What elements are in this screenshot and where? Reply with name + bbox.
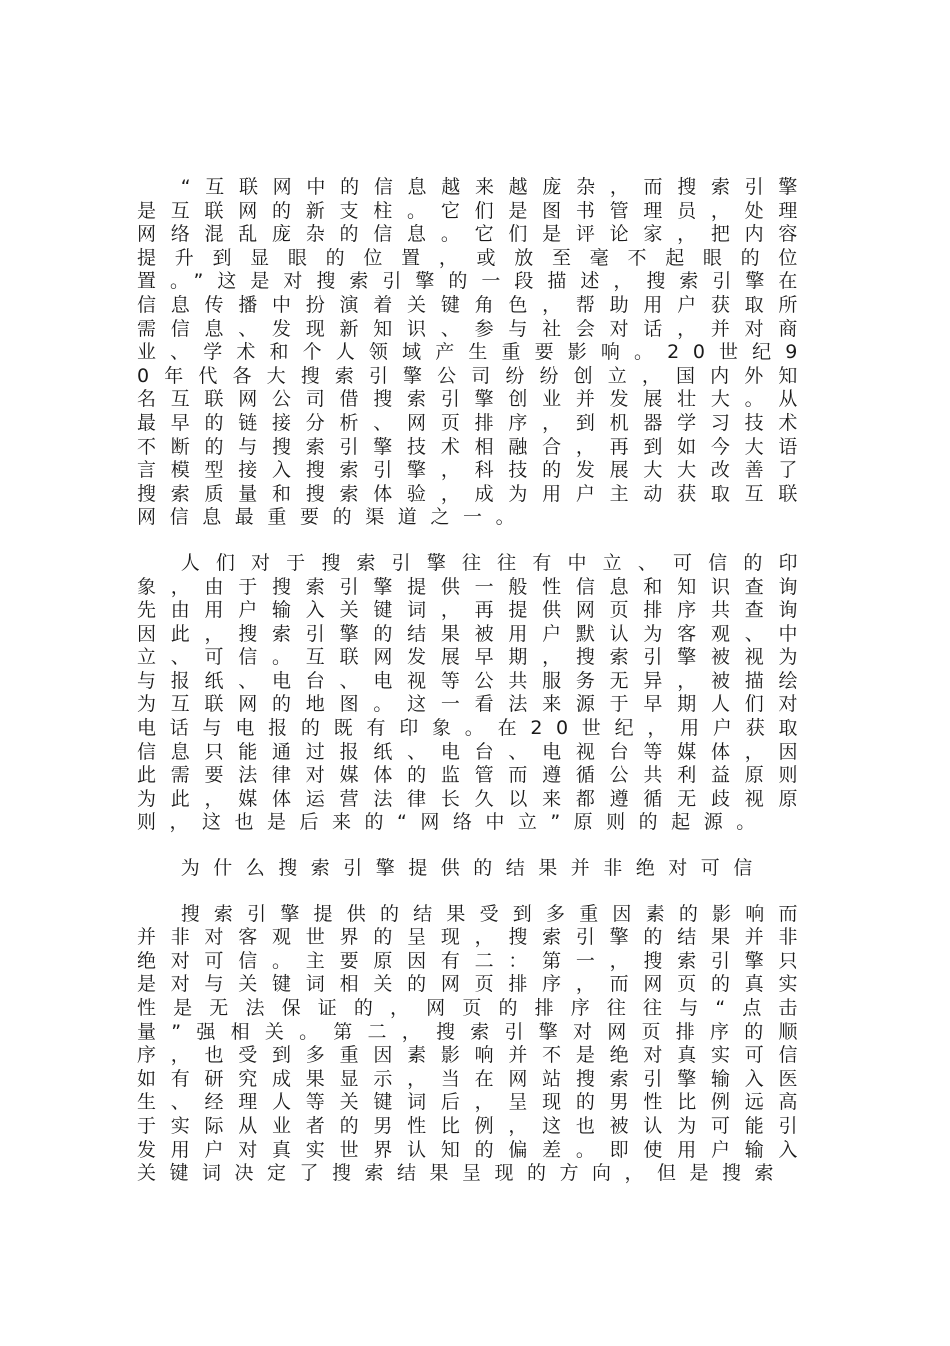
paragraph-neutrality: 人们对于搜索引擎往往有中立、可信的印象，由于搜索引擎提供一般性信息和知识查询先由用户输入关键词，再提供网页排序共查询因此，搜索引擎的结果被用户默认为客观、中立、可信。互联网发展早期，搜索引擎被视为与报纸、电台、电视等公共服务无异，被描绘为互联网的地图。这一看法来源于早期人们对电话与电报的既有印象。在20世纪，用户获取信息只能通过报纸、电台、电视台等媒体，因此需要法律对媒体的监管而遵循公共利益原则为此，媒体运营法律长久以来都遵循无歧视原则，这也是后来的“网络中立”原则的起源。 [137,551,811,834]
paragraph-reasons: 搜索引擎提供的结果受到多重因素的影响而并非对客观世界的呈现，搜索引擎的结果并非绝对可信。主要原因有二：第一，搜索引擎只是对与关键词相关的网页排序，而网页的真实性是无法保证的，网页的排序往往与“点击量”强相关。第二，搜索引擎对网页排序的顺序，也受到多重因素影响并不是绝对真实可信如有研究成果显示，当在网站搜索引擎输入医生、经理人等关键词后，呈现的男性比例远高于实际从业者的男性比例，这也被认为可能引发用户对真实世界认知的偏差。即使用户输入关键词决定了搜索结果呈现的方向，但是搜索 [137,902,811,1185]
section-heading: 为什么搜索引擎提供的结果并非绝对可信 [180,857,766,880]
document-page [137,176,811,1186]
paragraph-intro: “互联网中的信息越来越庞杂，而搜索引擎是互联网的新支柱。它们是图书管理员，处理网络混乱庞杂的信息。它们是评论家，把内容提升到显眼的位置，或放至毫不起眼的位置。”这是对搜索引擎的一段描述，搜索引擎在信息传播中扮演着关键角色，帮助用户获取所需信息、发现新知识、参与社会对话，并对商业、学术和个人领域产生重要影响。20世纪90年代各大搜索引擎公司纷纷创立，国内外知名互联网公司借搜索引擎创业并发展壮大。从最早的链接分析、网页排序，到机器学习技术不断的与搜索引擎技术相融合，再到如今大语言模型接入搜索引擎，科技的发展大大改善了搜索质量和搜索体验，成为用户主动获取互联网信息最重要的渠道之一。 [137,176,811,529]
